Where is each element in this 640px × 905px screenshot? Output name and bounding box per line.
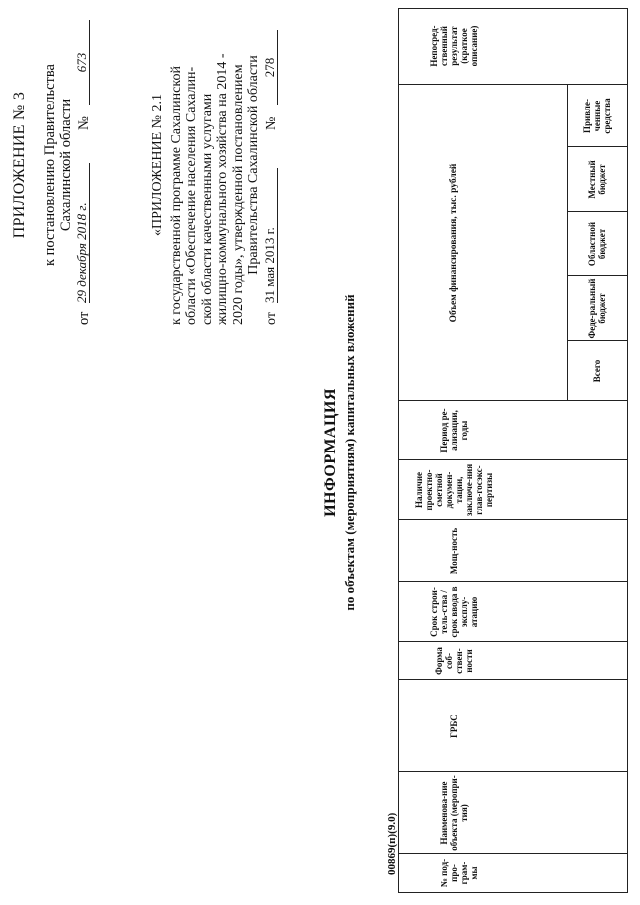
program-line: Правительства Сахалинской области bbox=[246, 55, 261, 275]
program-number: 278 bbox=[263, 30, 278, 105]
number-label: № bbox=[76, 116, 92, 130]
program-date: 31 мая 2013 г. bbox=[263, 168, 278, 303]
col-direct-result: Непосред-ственный результат (краткое описание) bbox=[429, 25, 479, 67]
from-label: от bbox=[76, 311, 92, 325]
number-label: № bbox=[263, 116, 279, 130]
program-appendix-title: «ПРИЛОЖЕНИЕ № 2.1 bbox=[150, 94, 165, 236]
col-construction-term: Срок строи-тель-ства / срок ввода в эксплу-атацию bbox=[429, 586, 479, 638]
col-capacity: Мощ-ность bbox=[449, 527, 459, 575]
decree-line-1: к постановлению Правительства bbox=[42, 64, 58, 266]
subcol-total: Всего bbox=[592, 359, 602, 383]
program-line: ской области качественными услугами bbox=[199, 93, 215, 325]
decree-date: 29 декабря 2018 г. bbox=[75, 163, 90, 303]
form-code: 00869(п)(9.0) bbox=[386, 812, 398, 875]
decree-number: 673 bbox=[75, 20, 90, 105]
program-date-row bbox=[262, 5, 279, 325]
appendix-header bbox=[12, 5, 91, 325]
subcol-local-budget: Местный бюджет bbox=[587, 160, 607, 199]
from-label: от bbox=[263, 312, 279, 325]
col-grbs: ГРБС bbox=[449, 714, 459, 738]
program-line: к государственной программе Сахалинской bbox=[168, 66, 184, 325]
document-subtitle: по объектам (мероприятиям) капитальных вложений bbox=[342, 294, 357, 611]
program-line: 2020 годы», утвержденной постановлением bbox=[230, 64, 246, 325]
decree-line-2: Сахалинской области bbox=[58, 98, 74, 232]
col-implementation-period: Период ре-ализации, годы bbox=[439, 408, 469, 453]
col-subprogram-number: № под-про-грам-мы bbox=[439, 858, 479, 888]
subcol-federal-budget: Феде-ральный бюджет bbox=[587, 278, 607, 339]
document-title: ИНФОРМАЦИЯ bbox=[322, 388, 339, 517]
subcol-regional-budget: Областной бюджет bbox=[587, 221, 607, 267]
col-design-documentation: Наличие проектно-сметной докумен-тации, заключе-ния глав-госэкс-пертизы bbox=[414, 463, 494, 517]
program-appendix-block bbox=[150, 5, 279, 325]
col-financing-volume: Объем финансирования, тыс. рублей bbox=[449, 163, 459, 323]
col-object-name: Наименова-ние объекта (меропри-тия) bbox=[439, 775, 469, 851]
appendix-title: ПРИЛОЖЕНИЕ № 3 bbox=[11, 91, 28, 239]
decree-date-row bbox=[74, 5, 91, 325]
program-line: жилищно-коммунального хозяйства на 2014 - bbox=[215, 53, 230, 325]
col-ownership-form: Форма соб-ствен-ности bbox=[434, 647, 474, 675]
capital-investment-table bbox=[398, 8, 628, 893]
subcol-attracted-funds: Привле-ченные средства bbox=[582, 98, 612, 134]
program-line: области «Обеспечение населения Сахалин- bbox=[184, 66, 199, 325]
